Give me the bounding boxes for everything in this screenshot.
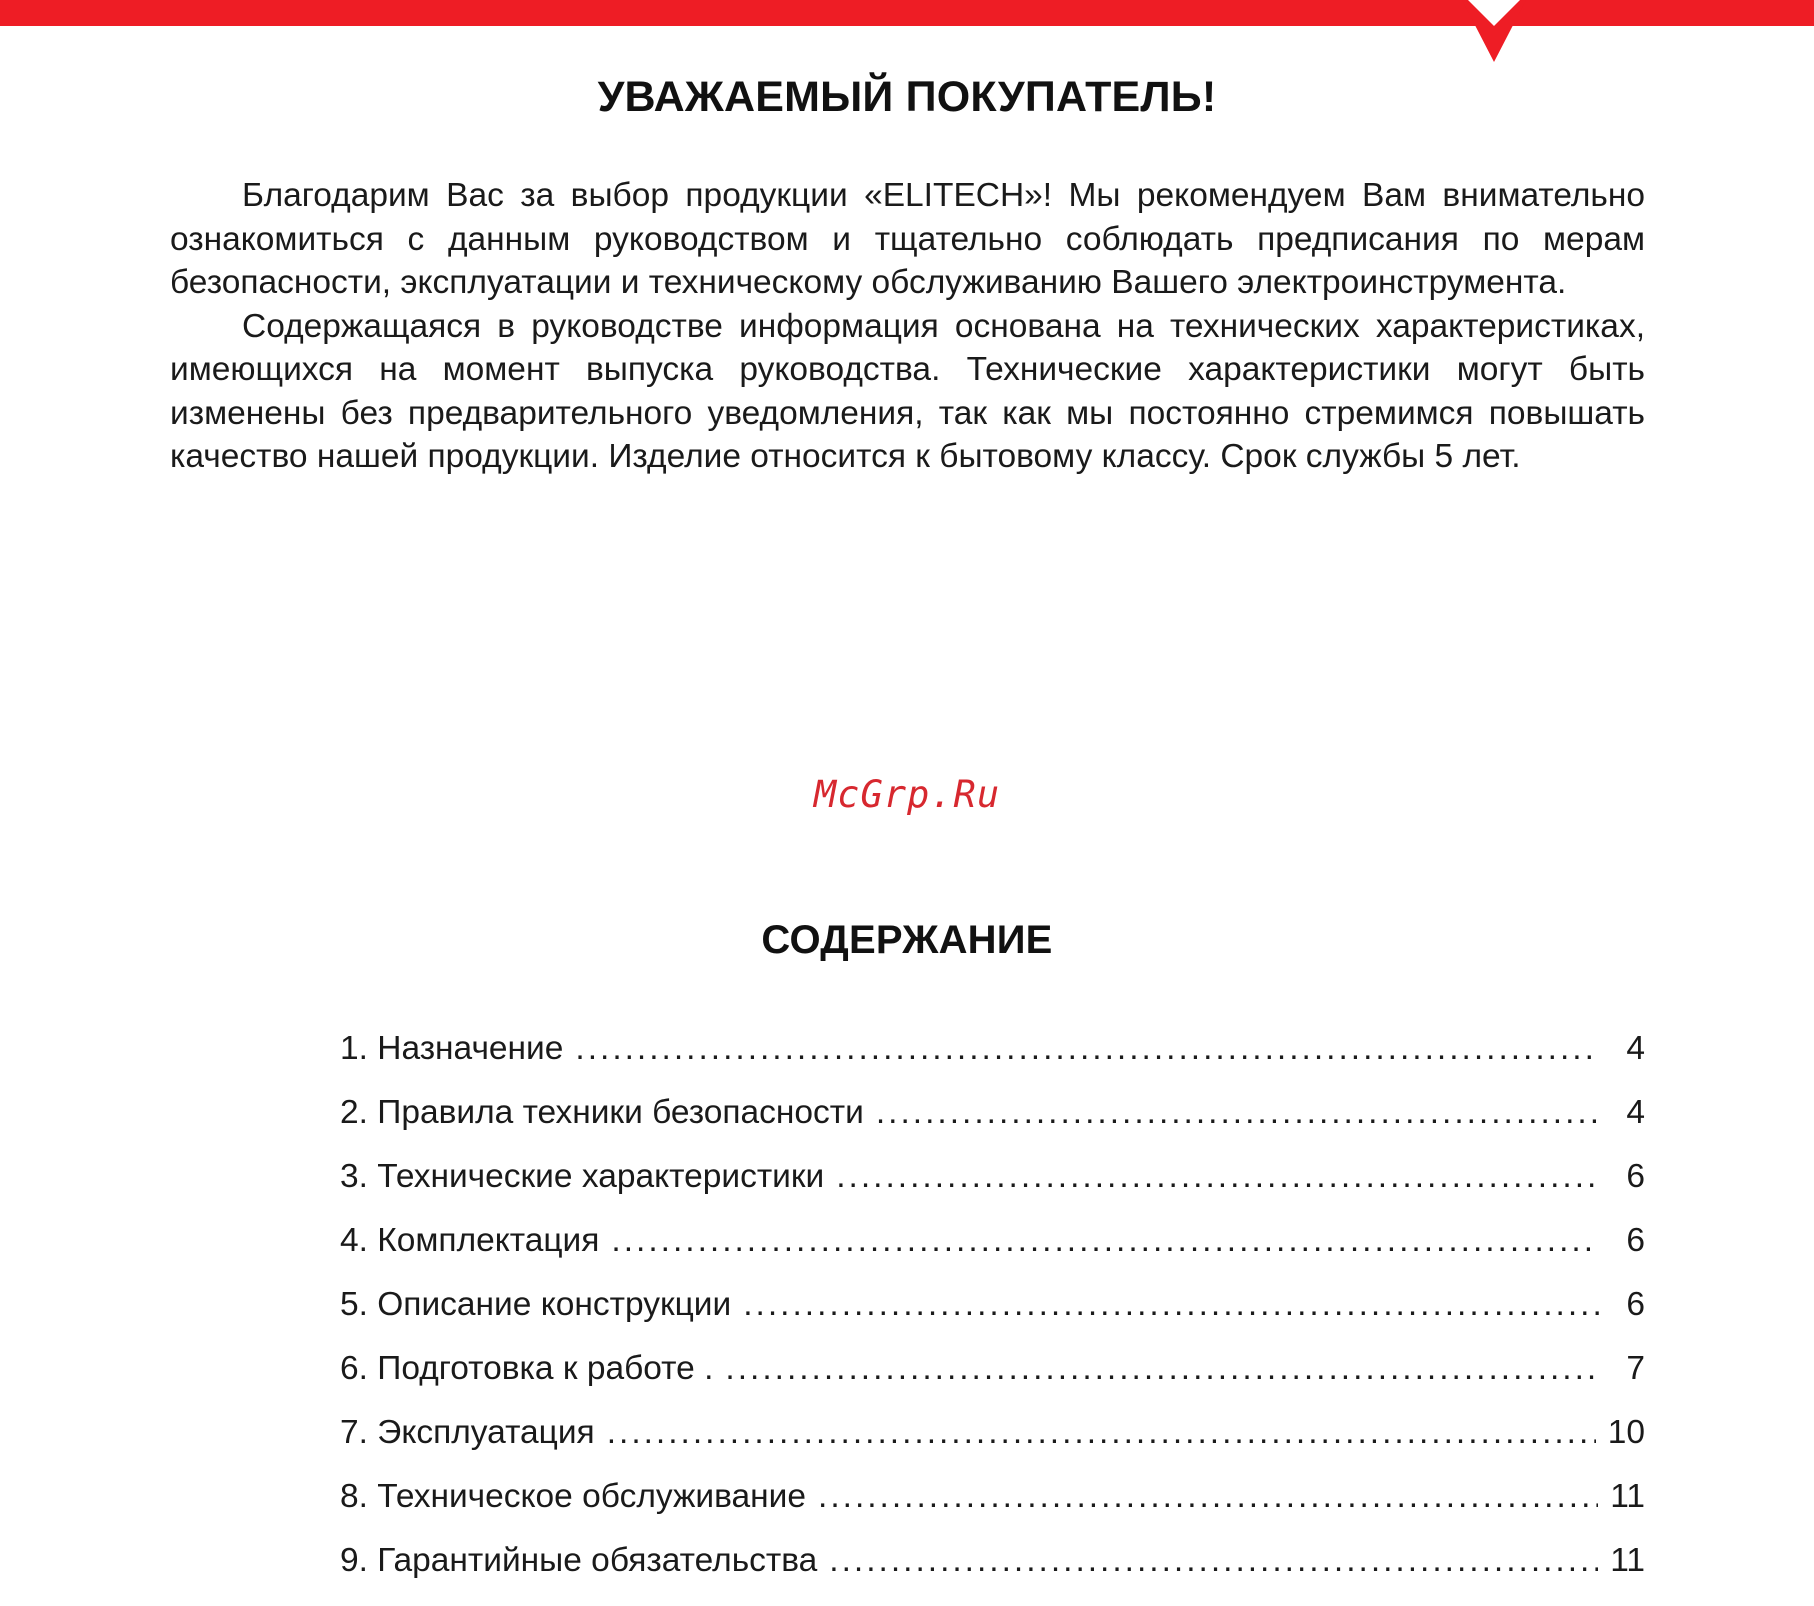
toc-item-title: 1. Назначение	[340, 1030, 564, 1067]
toc-item[interactable]	[340, 1286, 1645, 1350]
toc-item-title: 8. Техническое обслуживание	[340, 1478, 807, 1515]
intro-paragraph: Содержащаяся в руководстве информация основана на технических характеристиках, имеющихся на момент выпуска руководства. Технические характеристики могут быть изменены без предварительного уведомления, так как мы постоянно стремимся повышать качество нашей продукции. Изделие относится к бытовому классу. Срок службы 5 лет.	[170, 307, 1645, 475]
toc-leader-dots	[611, 1222, 1599, 1260]
toc-item[interactable]	[340, 1478, 1645, 1542]
toc-item-page: 4	[1626, 1094, 1645, 1131]
toc-leader-dots	[725, 1350, 1599, 1388]
toc-item-page: 6	[1626, 1158, 1645, 1195]
intro-paragraph: Благодарим Вас за выбор продукции «ELITECH»! Мы рекомендуем Вам внимательно ознакомиться с данным руководством и тщательно соблюдать предписания по мерам безопасности, эксплуатации и техническому обслуживанию Вашего электроинструмента.	[170, 177, 1645, 301]
toc-leader-dots	[743, 1286, 1599, 1324]
toc-item-page: 11	[1610, 1542, 1645, 1579]
toc-item-page: 10	[1607, 1414, 1645, 1451]
toc-leader-dots	[818, 1478, 1598, 1516]
toc-title: СОДЕРЖАНИЕ	[761, 918, 1053, 962]
intro-text	[170, 174, 1645, 479]
toc-item-page: 6	[1626, 1222, 1645, 1259]
toc-item-title: 6. Подготовка к работе .	[340, 1350, 714, 1387]
page-title: УВАЖАЕМЫЙ ПОКУПАТЕЛЬ!	[597, 73, 1217, 121]
toc-item-title: 9. Гарантийные обязательства	[340, 1542, 818, 1579]
toc-item[interactable]	[340, 1094, 1645, 1158]
toc-item[interactable]	[340, 1350, 1645, 1414]
toc-item[interactable]	[340, 1030, 1645, 1094]
toc-item-title: 5. Описание конструкции	[340, 1286, 732, 1323]
toc-leader-dots	[829, 1542, 1598, 1580]
toc-item-title: 4. Комплектация	[340, 1222, 600, 1259]
toc-item-page: 7	[1626, 1350, 1645, 1387]
toc-item[interactable]	[340, 1414, 1645, 1478]
toc-item-page: 4	[1626, 1030, 1645, 1067]
toc-leader-dots	[607, 1414, 1596, 1452]
toc-item-title: 3. Технические характеристики	[340, 1158, 825, 1195]
toc-leader-dots	[836, 1158, 1599, 1196]
toc-item-page: 11	[1610, 1478, 1645, 1515]
toc-item-title: 2. Правила техники безопасности	[340, 1094, 864, 1131]
top-accent-bar	[0, 0, 1814, 26]
toc-leader-dots	[575, 1030, 1599, 1068]
table-of-contents	[340, 1030, 1645, 1606]
toc-item[interactable]	[340, 1158, 1645, 1222]
toc-item[interactable]	[340, 1222, 1645, 1286]
toc-leader-dots	[876, 1094, 1599, 1132]
watermark-link[interactable]: McGrp.Ru	[813, 773, 1001, 816]
toc-item[interactable]	[340, 1542, 1645, 1606]
top-notch-marker	[1462, 0, 1526, 62]
toc-item-title: 7. Эксплуатация	[340, 1414, 595, 1451]
toc-item-page: 6	[1626, 1286, 1645, 1323]
